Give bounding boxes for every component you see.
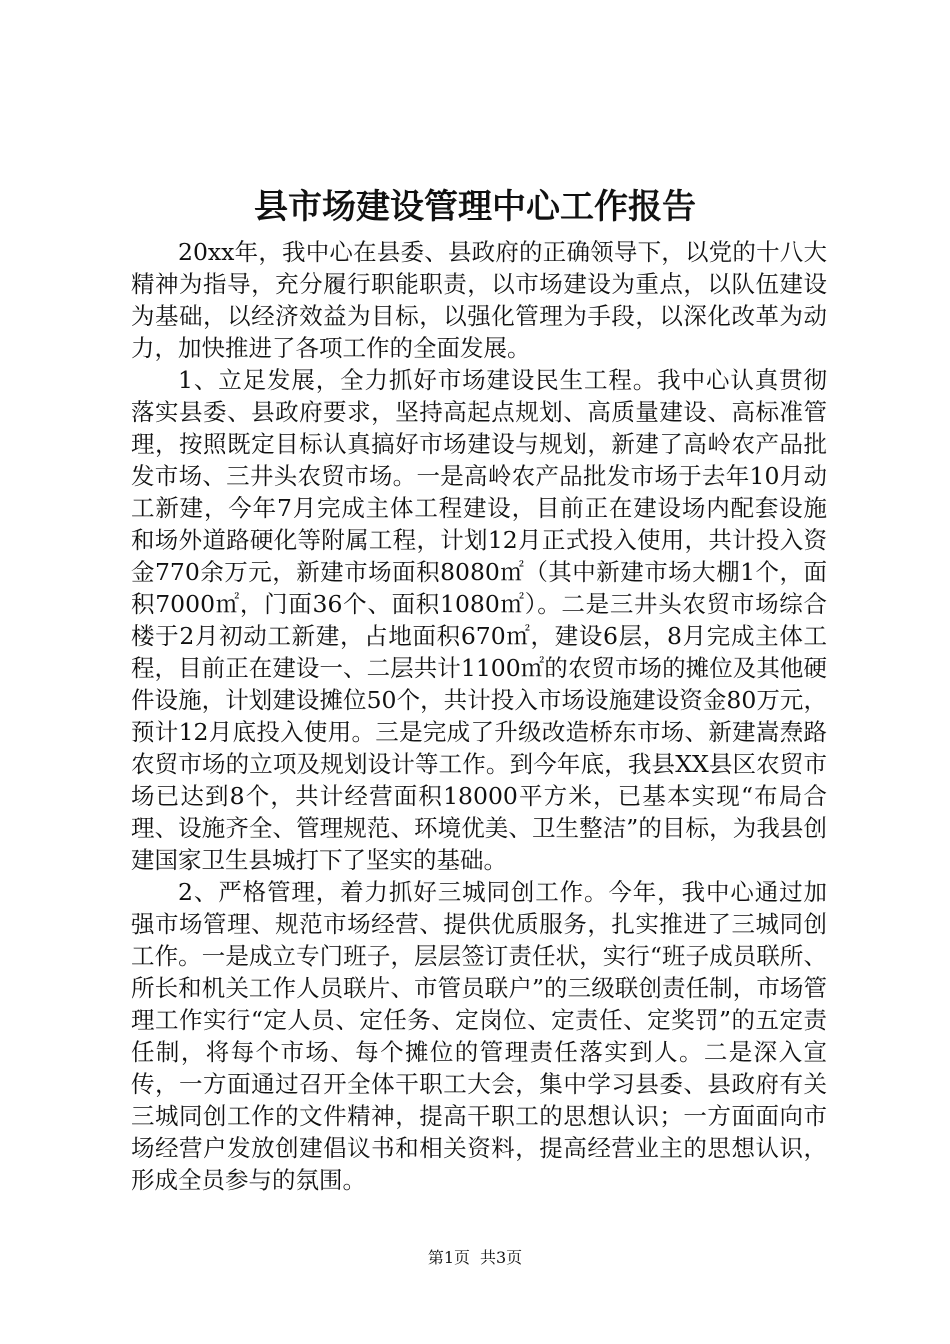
page-number: 第1页 — [427, 1248, 470, 1267]
page-total: 共3页 — [480, 1248, 523, 1267]
paragraph-section-1: 1、立足发展，全力抓好市场建设民生工程。我中心认真贯彻落实县委、县政府要求，坚持高起点规划、高质量建设、高标准管理，按照既定目标认真搞好市场建设与规划，新建了高岭农产品批发市场、三井头农贸市场。一是高岭农产品批发市场于去年10月动工新建，今年7月完成主体工程建设，目前正在建设场内配套设施和场外道路硬化等附属工程，计划12月正式投入使用，共计投入资金770余万元，新建市场面积8080㎡（其中新建市场大棚1个，面积7000㎡，门面36个、面积1080㎡）。二是三井头农贸市场综合楼于2月初动工新建，占地面积670㎡，建设6层，8月完成主体工程，目前正在建设一、二层共计1100㎡的农贸市场的摊位及其他硬件设施，计划建设摊位50个，共计投入市场设施建设资金80万元，预计12月底投入使用。三是完成了升级改造桥东市场、新建嵩焘路农贸市场的立项及规划设计等工作。到今年底，我县XX县区农贸市场已达到8个，共计经营面积18000平方米，已基本实现“布局合理、设施齐全、管理规范、环境优美、卫生整洁”的目标，为我县创建国家卫生县城打下了坚实的基础。 — [131, 366, 827, 874]
document-body — [131, 236, 827, 1196]
document-title: 县市场建设管理中心工作报告 — [254, 187, 696, 227]
page-footer — [0, 1247, 950, 1269]
paragraph-intro: 20xx年，我中心在县委、县政府的正确领导下，以党的十八大精神为指导，充分履行职能职责，以市场建设为重点，以队伍建设为基础，以经济效益为目标，以强化管理为手段，以深化改革为动力，加快推进了各项工作的全面发展。 — [131, 238, 827, 362]
paragraph-section-2: 2、严格管理，着力抓好三城同创工作。今年，我中心通过加强市场管理、规范市场经营、提供优质服务，扎实推进了三城同创工作。一是成立专门班子，层层签订责任状，实行“班子成员联所、所长和机关工作人员联片、市管员联户”的三级联创责任制，市场管理工作实行“定人员、定任务、定岗位、定责任、定奖罚”的五定责任制，将每个市场、每个摊位的管理责任落实到人。二是深入宣传，一方面通过召开全体干职工大会，集中学习县委、县政府有关三城同创工作的文件精神，提高干职工的思想认识；一方面面向市场经营户发放创建倡议书和相关资料，提高经营业主的思想认识，形成全员参与的氛围。 — [131, 878, 827, 1194]
